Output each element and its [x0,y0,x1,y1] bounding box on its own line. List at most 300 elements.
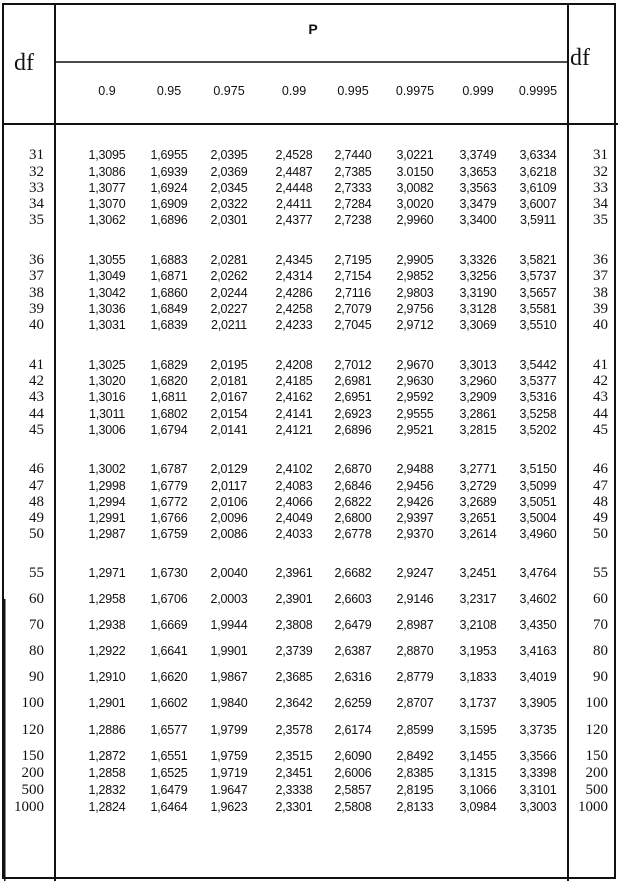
df-value-right: 38 [593,285,608,301]
table-cell: 1,6772 [150,495,188,509]
table-cell: 2,0369 [210,165,248,179]
table-cell: 2,4102 [275,462,313,476]
table-cell: 1,6849 [150,302,188,316]
table-cell: 2,4162 [275,390,313,404]
table-cell: 2,3515 [275,749,313,763]
table-cell: 2,0244 [210,286,248,300]
table-cell: 3,1953 [459,644,497,658]
table-cell: 1,3011 [88,407,126,421]
table-cell: 3,3398 [519,766,557,780]
df-value-left: 43 [29,389,44,405]
table-cell: 1,9901 [210,644,248,658]
table-cell: 3,5510 [519,318,557,332]
table-cell: 2,4528 [275,148,313,162]
column-header-p-0.9975: 0.9975 [395,84,435,98]
table-cell: 2,0281 [210,253,248,267]
table-cell: 2,3685 [275,670,313,684]
table-cell: 2,7012 [334,358,372,372]
table-cell: 2,3642 [275,696,313,710]
table-cell: 2,4448 [275,181,313,195]
table-cell: 1,6730 [150,566,188,580]
table-cell: 2,6870 [334,462,372,476]
table-cell: 2,0301 [210,213,248,227]
table-cell: 2,8599 [396,723,434,737]
table-cell: 2,0167 [210,390,248,404]
table-cell: 2,6846 [334,479,372,493]
table-cell: 2,3739 [275,644,313,658]
df-value-right: 40 [593,317,608,333]
table-cell: 2,6951 [334,390,372,404]
table-cell: 3,0984 [459,800,497,814]
table-cell: 3,2689 [459,495,497,509]
table-cell: 3,3256 [459,269,497,283]
df-value-right: 41 [593,357,608,373]
table-cell: 2,6822 [334,495,372,509]
df-value-left: 31 [29,147,44,163]
table-cell: 1,6766 [150,511,188,525]
table-cell: 2,5808 [334,800,372,814]
table-cell: 3,2108 [459,618,497,632]
table-cell: 2,3451 [275,766,313,780]
df-value-left: 41 [29,357,44,373]
table-cell: 3,5004 [519,511,557,525]
df-value-right: 500 [585,782,608,798]
df-value-right: 42 [593,373,608,389]
table-cell: 2,4141 [275,407,313,421]
table-cell: 3,0221 [396,148,434,162]
table-cell: 1,2991 [88,511,126,525]
table-cell: 3,1595 [459,723,497,737]
table-cell: 2,3578 [275,723,313,737]
table-cell: 1,3055 [88,253,126,267]
table-cell: 3,6007 [519,197,557,211]
df-value-left: 38 [29,285,44,301]
table-cell: 2,0395 [210,148,248,162]
table-cell: 3,2729 [459,479,497,493]
table-cell: 2,4345 [275,253,313,267]
table-cell: 1,3086 [88,165,126,179]
df-value-right: 49 [593,510,608,526]
column-header-p-0.999: 0.999 [462,84,494,98]
table-cell: 3.0150 [396,165,434,179]
table-cell: 3,2451 [459,566,497,580]
df-value-right: 39 [593,301,608,317]
df-value-left: 100 [21,695,44,711]
table-cell: 2,4121 [275,423,313,437]
table-cell: 2,0106 [210,495,248,509]
table-cell: 3,4960 [519,527,557,541]
table-cell: 1,9867 [210,670,248,684]
table-cell: 2,9521 [396,423,434,437]
table-cell: 1,6860 [150,286,188,300]
df-value-left: 36 [29,252,44,268]
table-cell: 3,5377 [519,374,557,388]
table-cell: 2,0086 [210,527,248,541]
table-cell: 2,0096 [210,511,248,525]
df-value-left: 200 [21,765,44,781]
table-cell: 3,2651 [459,511,497,525]
table-cell: 2,9397 [396,511,434,525]
table-cell: 2,6981 [334,374,372,388]
df-value-right: 90 [593,669,608,685]
df-value-right: 1000 [578,799,608,815]
column-header-p-0.95: 0.95 [156,84,182,98]
table-cell: 3,5442 [519,358,557,372]
table-cell: 1,6871 [150,269,188,283]
table-cell: 2,4208 [275,358,313,372]
table-cell: 2,0181 [210,374,248,388]
table-cell: 1,6794 [150,423,188,437]
table-cell: 2,9488 [396,462,434,476]
table-cell: 2,6174 [334,723,372,737]
df-value-right: 55 [593,565,608,581]
df-value-left: 120 [21,722,44,738]
table-cell: 1,3095 [88,148,126,162]
table-cell: 2,9555 [396,407,434,421]
df-value-left: 37 [29,268,44,284]
table-cell: 3,1455 [459,749,497,763]
df-value-left: 90 [29,669,44,685]
table-cell: 1,2886 [88,723,126,737]
df-value-left: 40 [29,317,44,333]
table-cell: 2,7195 [334,253,372,267]
table-cell: 2,7333 [334,181,372,195]
table-cell: 3,3069 [459,318,497,332]
table-cell: 3,5051 [519,495,557,509]
df-value-left: 80 [29,643,44,659]
df-value-right: 43 [593,389,608,405]
table-cell: 2,4049 [275,511,313,525]
table-cell: 1,6883 [150,253,188,267]
table-cell: 1,3031 [88,318,126,332]
table-cell: 2,4083 [275,479,313,493]
table-cell: 2,4377 [275,213,313,227]
table-cell: 1,3025 [88,358,126,372]
table-cell: 2,0211 [210,318,248,332]
table-cell: 1,6577 [150,723,188,737]
table-cell: 1,6924 [150,181,188,195]
table-cell: 2,9592 [396,390,434,404]
table-cell: 2,0117 [210,479,248,493]
table-cell: 2,7079 [334,302,372,316]
table-cell: 3,5737 [519,269,557,283]
table-cell: 1,3020 [88,374,126,388]
table-cell: 2,6778 [334,527,372,541]
table-cell: 1,6829 [150,358,188,372]
table-cell: 2,9670 [396,358,434,372]
table-cell: 2,4185 [275,374,313,388]
table-cell: 2,3338 [275,783,313,797]
table-cell: 3,5202 [519,423,557,437]
df-value-right: 36 [593,252,608,268]
table-cell: 2,4233 [275,318,313,332]
table-cell: 2,9370 [396,527,434,541]
table-cell: 3,3101 [519,783,557,797]
table-cell: 2,4258 [275,302,313,316]
table-cell: 2,8133 [396,800,434,814]
column-header-p-0.99: 0.99 [281,84,307,98]
df-value-left: 45 [29,422,44,438]
df-value-left: 46 [29,461,44,477]
df-value-right: 80 [593,643,608,659]
table-cell: 3,2861 [459,407,497,421]
table-cell: 1,6602 [150,696,188,710]
table-cell: 3,3479 [459,197,497,211]
df-value-left: 47 [29,478,44,494]
df-value-right: 100 [585,695,608,711]
df-value-left: 150 [21,748,44,764]
table-cell: 3,2614 [459,527,497,541]
df-value-right: 32 [593,164,608,180]
table-cell: 3,4163 [519,644,557,658]
table-cell: 1,6551 [150,749,188,763]
df-value-left: 1000 [14,799,44,815]
table-cell: 3,1833 [459,670,497,684]
table-cell: 2,4487 [275,165,313,179]
table-cell: 1,3062 [88,213,126,227]
df-value-left: 33 [29,180,44,196]
table-cell: 2,0262 [210,269,248,283]
table-cell: 3,3128 [459,302,497,316]
table-cell: 3,4602 [519,592,557,606]
df-value-right: 47 [593,478,608,494]
table-cell: 3,3326 [459,253,497,267]
table-cell: 3,6218 [519,165,557,179]
table-cell: 2,7154 [334,269,372,283]
column-header-p-0.9995: 0.9995 [518,84,558,98]
table-cell: 1,6939 [150,165,188,179]
table-cell: 3,2960 [459,374,497,388]
table-cell: 1,3070 [88,197,126,211]
df-value-right: 120 [585,722,608,738]
table-cell: 1,2901 [88,696,126,710]
table-cell: 1,6820 [150,374,188,388]
table-cell: 1,6779 [150,479,188,493]
table-cell: 1,9799 [210,723,248,737]
table-cell: 1,2872 [88,749,126,763]
df-value-right: 200 [585,765,608,781]
table-cell: 2,9960 [396,213,434,227]
table-cell: 1.9647 [210,783,248,797]
table-cell: 2,0040 [210,566,248,580]
table-cell: 3,0082 [396,181,434,195]
table-cell: 2,8870 [396,644,434,658]
table-cell: 2,9852 [396,269,434,283]
table-cell: 1,6525 [150,766,188,780]
df-value-right: 46 [593,461,608,477]
df-value-left: 49 [29,510,44,526]
table-cell: 2,9247 [396,566,434,580]
table-cell: 1,2998 [88,479,126,493]
table-cell: 3,1737 [459,696,497,710]
table-cell: 2,9905 [396,253,434,267]
df-header-right: df [570,45,590,71]
table-cell: 1,6896 [150,213,188,227]
table-cell: 3,6334 [519,148,557,162]
table-cell: 3,4764 [519,566,557,580]
table-cell: 2,9756 [396,302,434,316]
table-cell: 1,9759 [210,749,248,763]
table-cell: 2,4033 [275,527,313,541]
df-value-right: 48 [593,494,608,510]
table-cell: 2,0129 [210,462,248,476]
p-header: P [308,21,318,37]
table-cell: 2,7440 [334,148,372,162]
table-cell: 2,7045 [334,318,372,332]
table-cell: 3,5581 [519,302,557,316]
table-cell: 3,3905 [519,696,557,710]
table-cell: 1,6479 [150,783,188,797]
table-cell: 3,2909 [459,390,497,404]
df-value-right: 50 [593,526,608,542]
table-cell: 3,5316 [519,390,557,404]
table-cell: 3,3013 [459,358,497,372]
table-cell: 2,7284 [334,197,372,211]
table-cell: 2,6006 [334,766,372,780]
df-value-right: 150 [585,748,608,764]
table-cell: 3,2771 [459,462,497,476]
table-cell: 3,5821 [519,253,557,267]
table-cell: 2,8987 [396,618,434,632]
table-cell: 3,6109 [519,181,557,195]
table-cell: 1,3002 [88,462,126,476]
table-cell: 2,6090 [334,749,372,763]
table-cell: 2,6316 [334,670,372,684]
df-value-right: 37 [593,268,608,284]
df-value-right: 70 [593,617,608,633]
column-header-p-0.975: 0.975 [213,84,245,98]
df-value-left: 42 [29,373,44,389]
table-cell: 2,8779 [396,670,434,684]
table-cell: 1,3006 [88,423,126,437]
table-cell: 2,0154 [210,407,248,421]
df-value-left: 34 [29,196,44,212]
df-value-left: 44 [29,406,44,422]
table-cell: 3,5911 [519,213,557,227]
column-header-p-0.995: 0.995 [337,84,369,98]
table-cell: 2,7116 [334,286,372,300]
table-cell: 3,2815 [459,423,497,437]
df-value-right: 44 [593,406,608,422]
table-cell: 1,6669 [150,618,188,632]
table-cell: 1,2858 [88,766,126,780]
df-value-left: 48 [29,494,44,510]
table-cell: 1,3016 [88,390,126,404]
df-value-left: 55 [29,565,44,581]
table-cell: 3,5258 [519,407,557,421]
df-value-left: 39 [29,301,44,317]
df-header-left: df [14,50,34,76]
table-cell: 2,6479 [334,618,372,632]
table-cell: 2,0227 [210,302,248,316]
table-cell: 2,3808 [275,618,313,632]
table-cell: 1,2971 [88,566,126,580]
table-cell: 2,9712 [396,318,434,332]
table-cell: 2,6387 [334,644,372,658]
table-cell: 2,0345 [210,181,248,195]
table-cell: 2,0195 [210,358,248,372]
df-value-left: 50 [29,526,44,542]
df-value-right: 33 [593,180,608,196]
table-cell: 3,5099 [519,479,557,493]
table-cell: 1,9944 [210,618,248,632]
table-cell: 1,6464 [150,800,188,814]
table-cell: 3,5657 [519,286,557,300]
table-cell: 2,4286 [275,286,313,300]
table-cell: 1,2832 [88,783,126,797]
df-value-right: 31 [593,147,608,163]
table-cell: 3,3749 [459,148,497,162]
table-cell: 2,0141 [210,423,248,437]
table-cell: 2,0322 [210,197,248,211]
table-cell: 2,0003 [210,592,248,606]
table-cell: 2,4314 [275,269,313,283]
table-cell: 3,0020 [396,197,434,211]
table-cell: 2,8492 [396,749,434,763]
table-cell: 1,3049 [88,269,126,283]
df-value-right: 45 [593,422,608,438]
table-cell: 3,3003 [519,800,557,814]
table-cell: 3,1315 [459,766,497,780]
table-cell: 3,3400 [459,213,497,227]
table-cell: 3,3563 [459,181,497,195]
df-value-left: 60 [29,591,44,607]
table-cell: 2,6896 [334,423,372,437]
table-cell: 1,2958 [88,592,126,606]
table-cell: 1,6909 [150,197,188,211]
table-cell: 2,6259 [334,696,372,710]
table-cell: 2,9630 [396,374,434,388]
df-value-left: 32 [29,164,44,180]
table-cell: 2,7238 [334,213,372,227]
table-cell: 2,6603 [334,592,372,606]
table-cell: 2,9803 [396,286,434,300]
table-cell: 2,7385 [334,165,372,179]
table-cell: 3,3566 [519,749,557,763]
table-cell: 1,6759 [150,527,188,541]
table-cell: 3,4019 [519,670,557,684]
df-value-right: 35 [593,212,608,228]
df-value-left: 70 [29,617,44,633]
table-cell: 1,6620 [150,670,188,684]
table-cell: 2,9146 [396,592,434,606]
table-cell: 1,9719 [210,766,248,780]
table-cell: 1,2922 [88,644,126,658]
table-cell: 1,3042 [88,286,126,300]
table-cell: 1,6641 [150,644,188,658]
table-cell: 1,9623 [210,800,248,814]
table-cell: 2,9456 [396,479,434,493]
table-cell: 2,4411 [275,197,313,211]
table-cell: 1,3077 [88,181,126,195]
table-cell: 1,2938 [88,618,126,632]
table-cell: 3,3735 [519,723,557,737]
table-cell: 2,6682 [334,566,372,580]
df-value-right: 34 [593,196,608,212]
table-cell: 2,6800 [334,511,372,525]
table-cell: 1,6706 [150,592,188,606]
table-cell: 3,4350 [519,618,557,632]
table-cell: 1,2824 [88,800,126,814]
table-cell: 3,2317 [459,592,497,606]
table-cell: 2,3901 [275,592,313,606]
df-value-left: 35 [29,212,44,228]
table-cell: 3,5150 [519,462,557,476]
table-cell: 1,3036 [88,302,126,316]
table-cell: 1,2987 [88,527,126,541]
table-cell: 2,6923 [334,407,372,421]
t-distribution-table [2,3,616,879]
